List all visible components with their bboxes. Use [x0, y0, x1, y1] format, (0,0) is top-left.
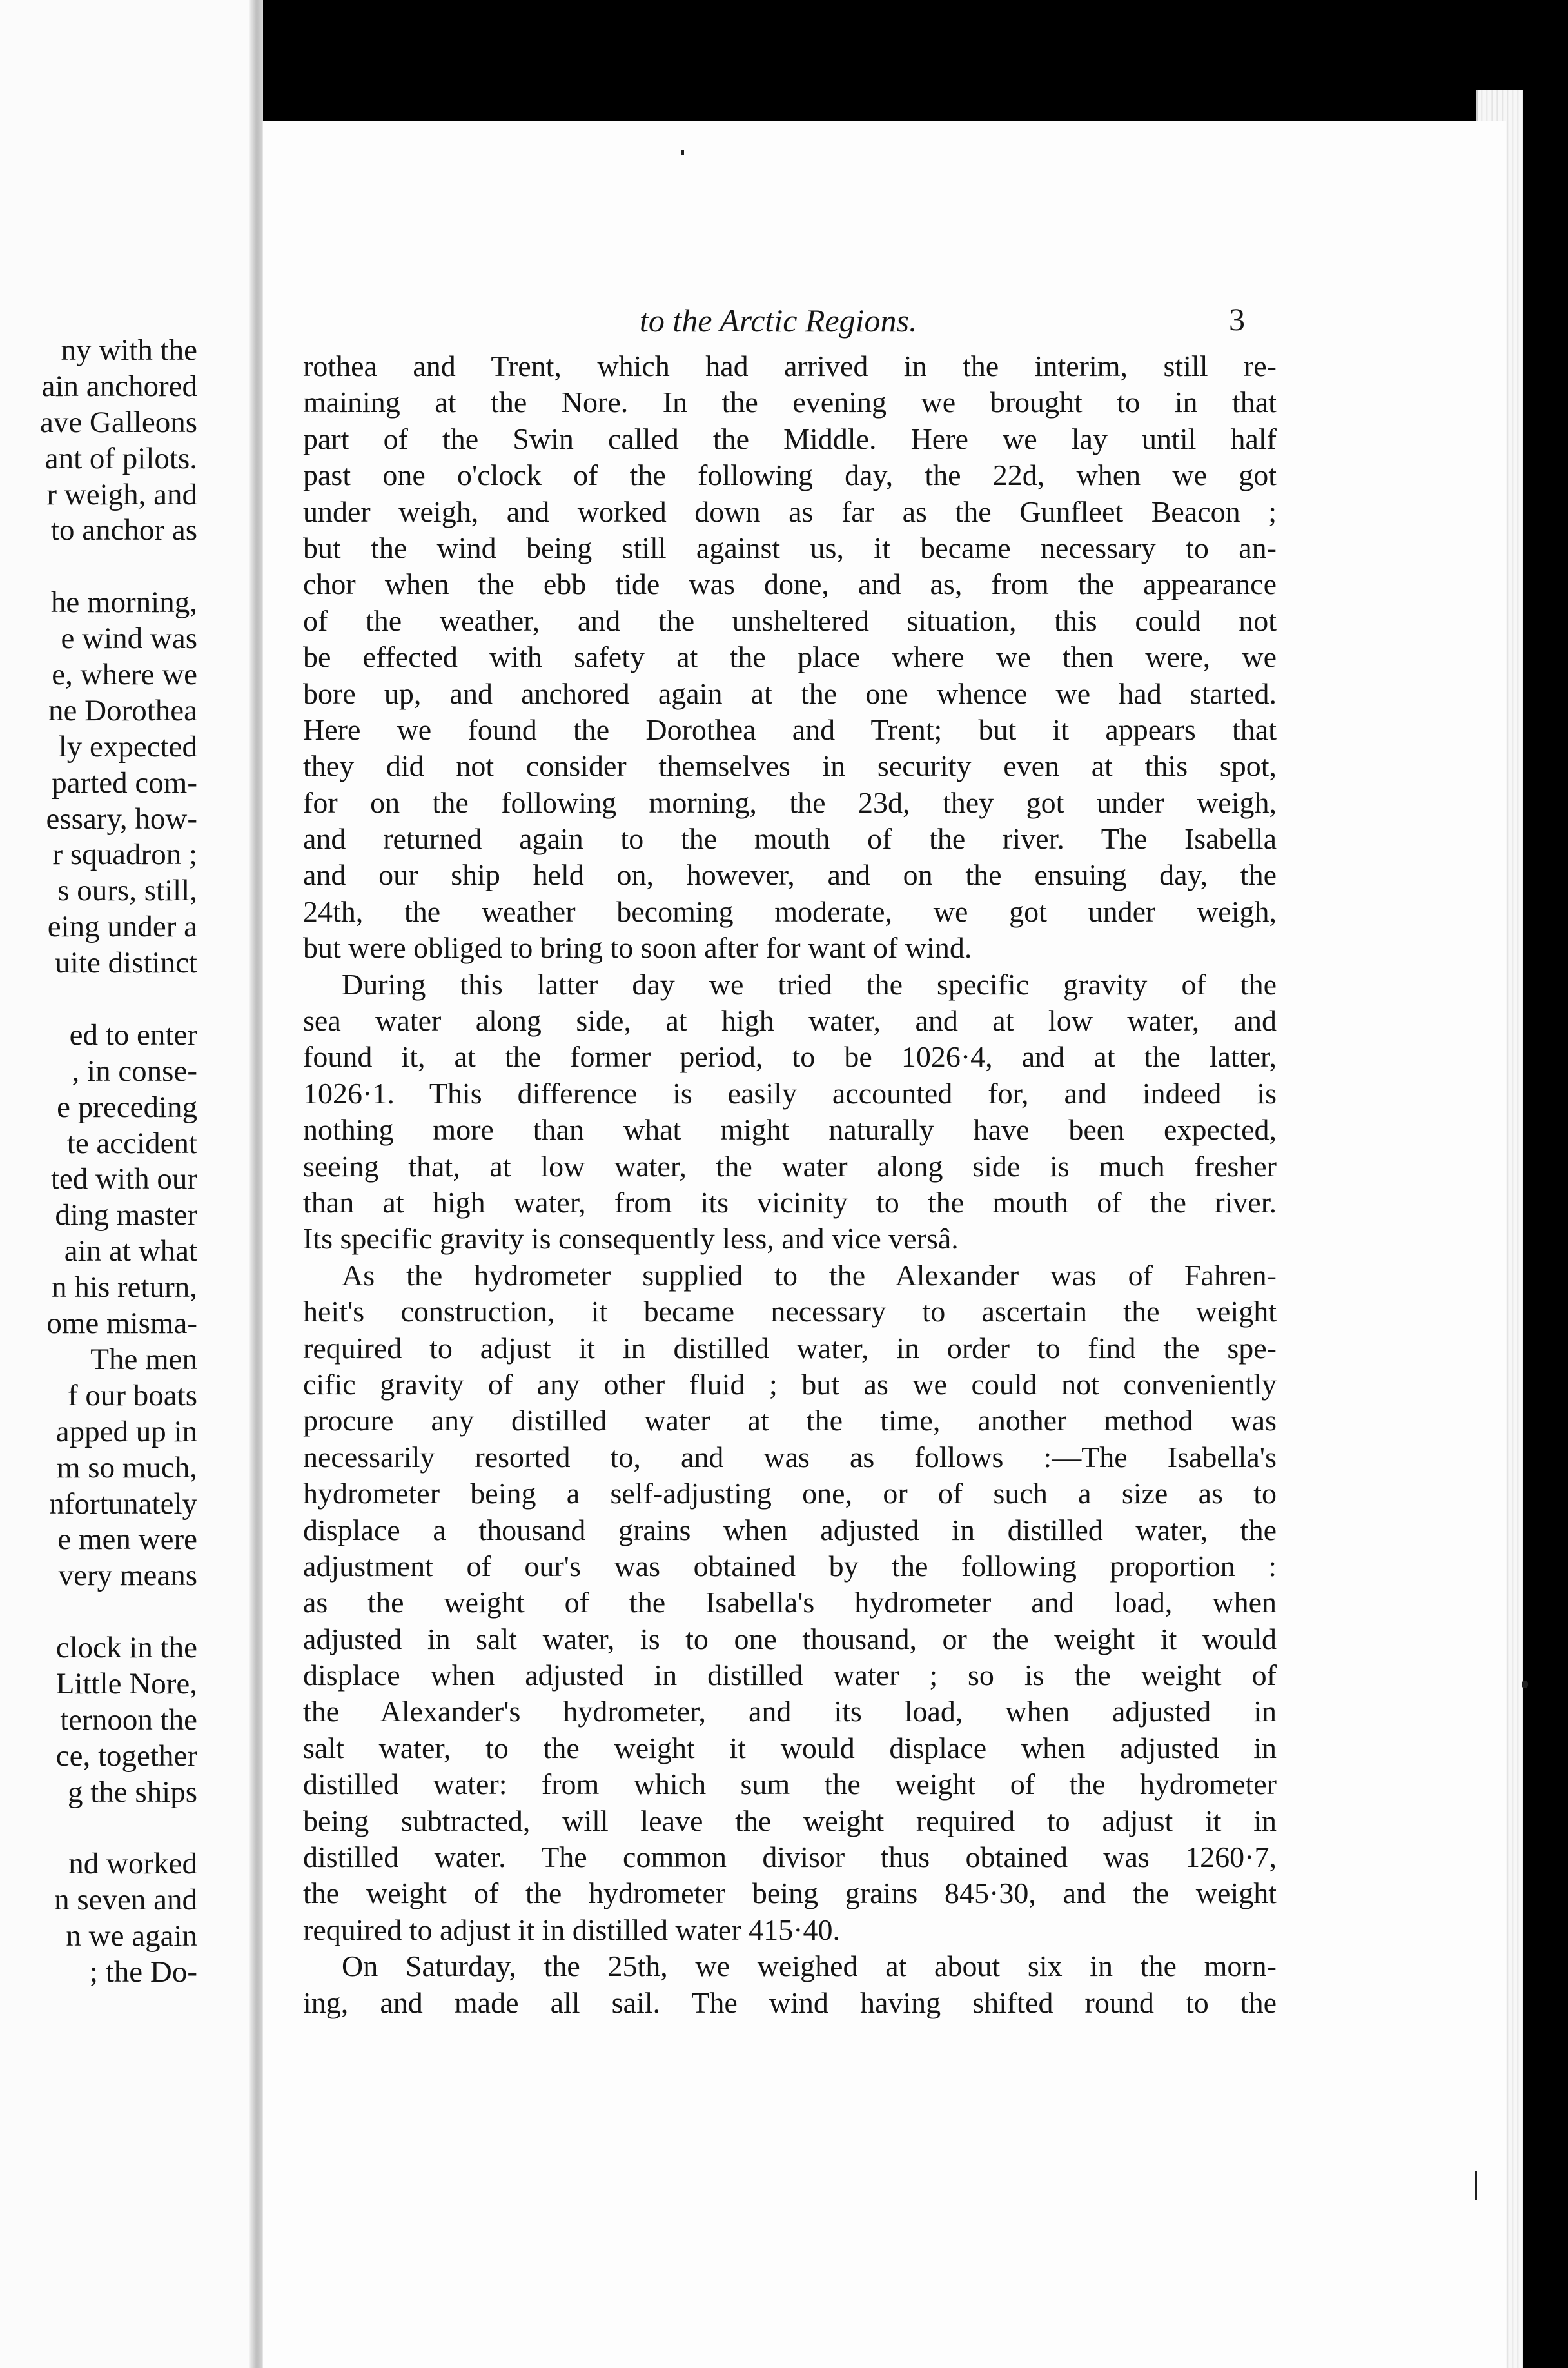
left-text-line [0, 1811, 197, 1847]
left-text-line: ant of pilots. [44, 441, 197, 475]
body-line: of the weather, and the unsheltered situation, this could not [303, 604, 1277, 637]
body-line: distilled water: from which sum the weight of the hydrometer [303, 1768, 1277, 1801]
body-line: adjustment of our's was obtained by the following proportion : [303, 1549, 1277, 1583]
body-text [303, 348, 1277, 2021]
left-text-line: uite distinct [55, 946, 197, 980]
left-text-line: ce, together [55, 1739, 197, 1773]
body-line: nothing more than what might naturally have been expected, [303, 1113, 1277, 1147]
body-line: the Alexander's hydrometer, and its load, when adjusted in [303, 1695, 1277, 1728]
body-line: sea water along side, at high water, and at low water, and [303, 1004, 1277, 1038]
page-number: 3 [1229, 301, 1245, 337]
left-text-line: ternoon the [60, 1702, 197, 1737]
body-line: for on the following morning, the 23d, they got under weigh, [303, 785, 1277, 819]
body-line: displace when adjusted in distilled water ; so is the weight of [303, 1659, 1277, 1692]
body-line: displace a thousand grains when adjusted in distilled water, the [303, 1513, 1277, 1546]
left-text-line: apped up in [55, 1414, 197, 1448]
body-line: being subtracted, will leave the weight required to adjust it in [303, 1804, 1277, 1837]
body-line: seeing that, at low water, the water along side is much fresher [303, 1149, 1277, 1183]
gutter-shadow [249, 0, 263, 2368]
left-text-line [0, 549, 197, 585]
body-line: found it, at the former period, to be 1026·4, and at the latter, [303, 1040, 1277, 1074]
left-text-line: parted com- [52, 765, 197, 800]
body-line: but were obliged to bring to soon after for want of wind. [303, 931, 972, 965]
left-text-line: ding master [55, 1198, 197, 1232]
left-text-line: te accident [66, 1126, 197, 1160]
body-line: maining at the Nore. In the evening we brought to in that [303, 386, 1277, 419]
scan-speck [1522, 1681, 1528, 1688]
left-text-line: ome misma- [46, 1307, 197, 1341]
body-line: past one o'clock of the following day, the 22d, when we got [303, 459, 1277, 492]
left-text-line: Little Nore, [55, 1666, 197, 1701]
body-line: and our ship held on, however, and on the ensuing day, the [303, 858, 1277, 892]
left-text-line [0, 982, 197, 1018]
body-line: than at high water, from its vicinity to the mouth of the river. [303, 1185, 1277, 1219]
body-line: During this latter day we tried the specific gravity of the [342, 967, 1277, 1001]
body-line: as the weight of the Isabella's hydrometer and load, when [303, 1586, 1277, 1619]
body-line: rothea and Trent, which had arrived in the interim, still re- [303, 350, 1277, 382]
left-text-line: , in conse- [72, 1054, 197, 1088]
left-text-line: ed to enter [69, 1018, 197, 1052]
body-line: and returned again to the mouth of the river. The Isabella [303, 822, 1277, 856]
left-text-line: e wind was [61, 622, 197, 656]
left-text-line: ain at what [64, 1234, 197, 1268]
left-text-line [0, 1594, 197, 1630]
running-head: to the Arctic Regions. [640, 302, 917, 339]
left-text-line: m so much, [56, 1450, 197, 1485]
left-text-line: r weigh, and [46, 477, 197, 511]
left-text-line: to anchor as [50, 513, 197, 548]
left-text-line: nfortunately [49, 1486, 197, 1521]
left-text-line: f our boats [67, 1378, 197, 1412]
body-line: ing, and made all sail. The wind having shifted round to the [303, 1986, 1277, 2019]
left-text-line: ly expected [58, 729, 197, 764]
body-line: 1026·1. This difference is easily accounted for, and indeed is [303, 1076, 1277, 1110]
left-text-line: e, where we [52, 658, 197, 692]
left-text-line: ; the Do- [89, 1955, 197, 1989]
left-text-line: s ours, still, [57, 874, 197, 908]
left-text-line: essary, how- [46, 802, 197, 836]
body-line: under weigh, and worked down as far as the Gunfleet Beacon ; [303, 495, 1277, 528]
left-text-line: very means [58, 1559, 197, 1593]
left-text-line: n we again [66, 1919, 197, 1953]
left-page [0, 0, 257, 2368]
body-line: procure any distilled water at the time, another method was [303, 1404, 1277, 1437]
scan-speck [1475, 2171, 1477, 2200]
left-text-line: nd worked [68, 1847, 197, 1881]
left-text-line: n his return, [52, 1270, 197, 1305]
body-line: Its specific gravity is consequently less, and vice versâ. [303, 1222, 959, 1256]
left-text-line: g the ships [67, 1775, 197, 1809]
body-line: required to adjust it in distilled water 415·40. [303, 1913, 840, 1946]
body-line: adjusted in salt water, is to one thousand, or the weight it would [303, 1622, 1277, 1655]
left-text-line: eing under a [47, 910, 197, 944]
left-text-line: ted with our [50, 1162, 197, 1196]
left-text-line: ne Dorothea [48, 693, 197, 727]
body-line: On Saturday, the 25th, we weighed at about six in the morn- [342, 1949, 1277, 1983]
left-text-line: e men were [57, 1523, 197, 1557]
body-line: Here we found the Dorothea and Trent; but it appears that [303, 713, 1277, 746]
body-line: hydrometer being a self-adjusting one, or of such a size as to [303, 1477, 1277, 1510]
body-line: heit's construction, it became necessary to ascertain the weight [303, 1295, 1277, 1328]
body-line: but the wind being still against us, it became necessary to an- [303, 531, 1277, 564]
left-text-line: n seven and [54, 1883, 197, 1917]
body-line: distilled water. The common divisor thus obtained was 1260·7, [303, 1840, 1277, 1874]
body-line: they did not consider themselves in security even at this spot, [303, 749, 1277, 783]
body-line: the weight of the hydrometer being grains 845·30, and the weight [303, 1877, 1277, 1910]
left-text-line: he morning, [50, 586, 197, 620]
left-text-line: ain anchored [41, 369, 197, 403]
body-line: bore up, and anchored again at the one whence we had started. [303, 676, 1277, 710]
body-line: As the hydrometer supplied to the Alexander was of Fahren- [342, 1258, 1277, 1292]
body-line: necessarily resorted to, and was as follows :—The Isabella's [303, 1440, 1277, 1474]
left-page-text [0, 333, 197, 1991]
left-text-line: ny with the [61, 333, 197, 367]
left-text-line: clock in the [55, 1631, 197, 1665]
body-line: cific gravity of any other fluid ; but as we could not conveniently [303, 1367, 1277, 1401]
body-line: part of the Swin called the Middle. Here we lay until half [303, 422, 1277, 455]
left-text-line: r squadron ; [52, 838, 197, 872]
body-line: 24th, the weather becoming moderate, we got under weigh, [303, 894, 1277, 928]
left-text-line: ave Galleons [39, 405, 197, 439]
body-line: chor when the ebb tide was done, and as, from the appearance [303, 567, 1277, 601]
left-text-line: e preceding [57, 1090, 197, 1124]
body-line: required to adjust it in distilled water, in order to find the spe- [303, 1331, 1277, 1365]
body-line: be effected with safety at the place where we then were, we [303, 640, 1277, 674]
body-line: salt water, to the weight it would displace when adjusted in [303, 1731, 1277, 1764]
left-text-line: The men [90, 1342, 197, 1376]
scan-speck [681, 150, 684, 155]
